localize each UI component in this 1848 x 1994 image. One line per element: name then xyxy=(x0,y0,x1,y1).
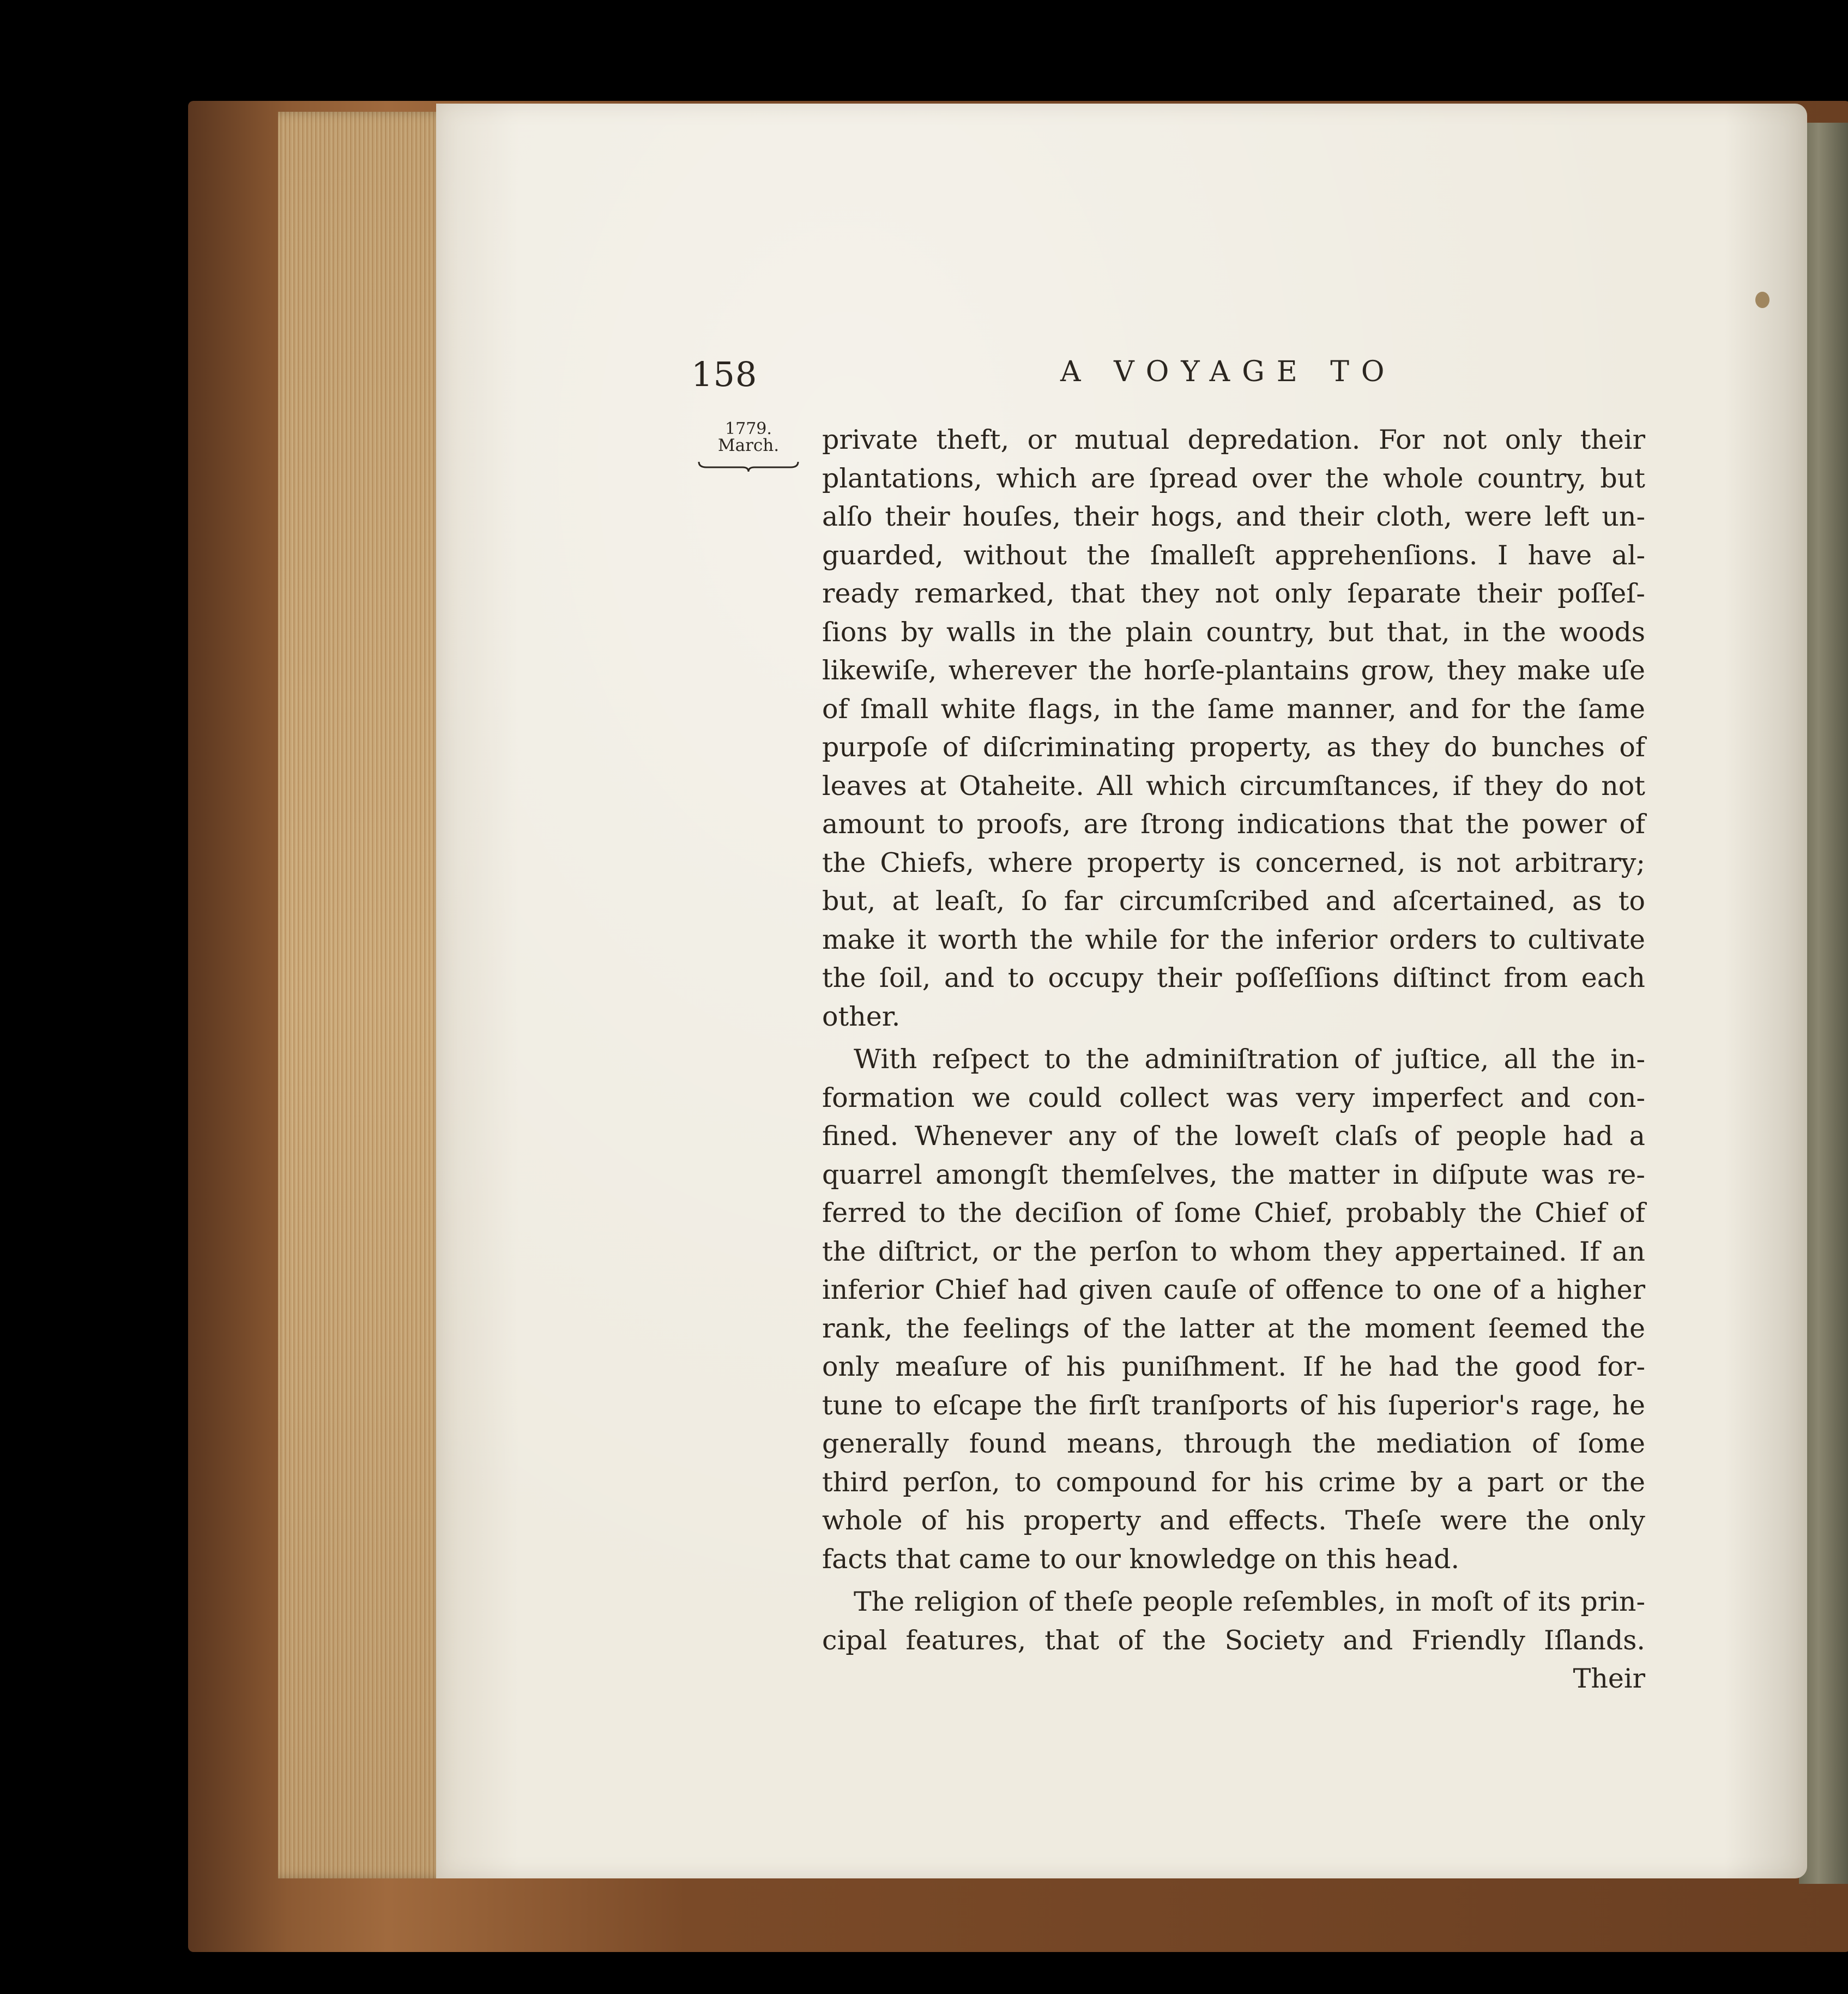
text-line: amount to proofs, are ſtrong indications that the power of xyxy=(822,809,1645,840)
text-line: the Chiefs, where property is concerned, is not arbitrary; xyxy=(822,847,1645,878)
text-line: ready remarked, that they not only ſeparate their poſſeſ- xyxy=(822,578,1645,609)
text-line: make it worth the while for the inferior orders to cultivate xyxy=(822,924,1645,955)
text-line: the diſtrict, or the perſon to whom they appertained. If an xyxy=(822,1236,1645,1267)
margin-year: 1779. xyxy=(725,419,772,438)
text-line: plantations, which are ſpread over the whole country, but xyxy=(822,462,1645,494)
text-line: alſo their houſes, their hogs, and their cloth, were left un- xyxy=(822,501,1645,532)
page-stack-edge xyxy=(278,112,447,1878)
text-line: guarded, without the ſmalleſt apprehenſions. I have al- xyxy=(822,539,1645,571)
text-line: of ſmall white flags, in the ſame manner, and for the ſame xyxy=(822,693,1645,725)
text-line: purpoſe of diſcriminating property, as they do bunches of xyxy=(822,732,1645,763)
text-line: quarrel amongſt themſelves, the matter in diſpute was re- xyxy=(822,1159,1645,1190)
text-line: facts that came to our knowledge on this head. xyxy=(822,1543,1460,1575)
text-line: ferred to the deciſion of ſome Chief, probably the Chief of xyxy=(822,1197,1645,1228)
text-line: With reſpect to the adminiſtration of juſtice, all the in- xyxy=(854,1044,1645,1075)
ink-blot xyxy=(1755,292,1770,308)
text-line: likewiſe, wherever the horſe-plantains grow, they make uſe xyxy=(822,655,1645,686)
paragraph xyxy=(822,421,1645,1036)
page-number: 158 xyxy=(691,354,758,394)
margin-month: March. xyxy=(717,436,780,455)
text-line: third perſon, to compound for his crime by a part or the xyxy=(822,1466,1645,1498)
text-line: private theft, or mutual depredation. For not only their xyxy=(822,424,1645,455)
catchword: Their xyxy=(1573,1663,1645,1694)
margin-note xyxy=(697,421,800,473)
brace-icon xyxy=(697,461,800,473)
text-line: generally found means, through the mediation of ſome xyxy=(822,1428,1645,1459)
paragraph xyxy=(822,1583,1645,1698)
text-line: other. xyxy=(822,1001,901,1032)
paragraph xyxy=(822,1040,1645,1579)
body-text xyxy=(822,421,1645,1703)
text-line: rank, the feelings of the latter at the moment ſeemed the xyxy=(822,1312,1645,1344)
text-line: fined. Whenever any of the loweſt claſs of people had a xyxy=(822,1121,1645,1152)
text-line: The religion of theſe people reſembles, in moſt of its prin- xyxy=(854,1586,1645,1617)
running-title: A VOYAGE TO xyxy=(1060,356,1397,388)
text-line: but, at leaſt, ſo far circumſcribed and aſcertained, as to xyxy=(822,885,1645,917)
text-line: tune to eſcape the firſt tranſports of his ſuperior's rage, he xyxy=(822,1389,1645,1421)
text-line: the ſoil, and to occupy their poſſeſſions diſtinct from each xyxy=(822,962,1645,993)
text-line: leaves at Otaheite. All which circumſtances, if they do not xyxy=(822,770,1645,802)
text-line: only meaſure of his puniſhment. If he had the good for- xyxy=(822,1351,1645,1382)
text-line: cipal features, that of the Society and Friendly Iſlands. xyxy=(822,1624,1645,1656)
text-line: inferior Chief had given cauſe of offence to one of a higher xyxy=(822,1274,1645,1305)
text-line: whole of his property and effects. Theſe were the only xyxy=(822,1505,1645,1536)
text-line: formation we could collect was very imperfect and con- xyxy=(822,1082,1645,1113)
text-line: ſions by walls in the plain country, but that, in the woods xyxy=(822,616,1645,648)
